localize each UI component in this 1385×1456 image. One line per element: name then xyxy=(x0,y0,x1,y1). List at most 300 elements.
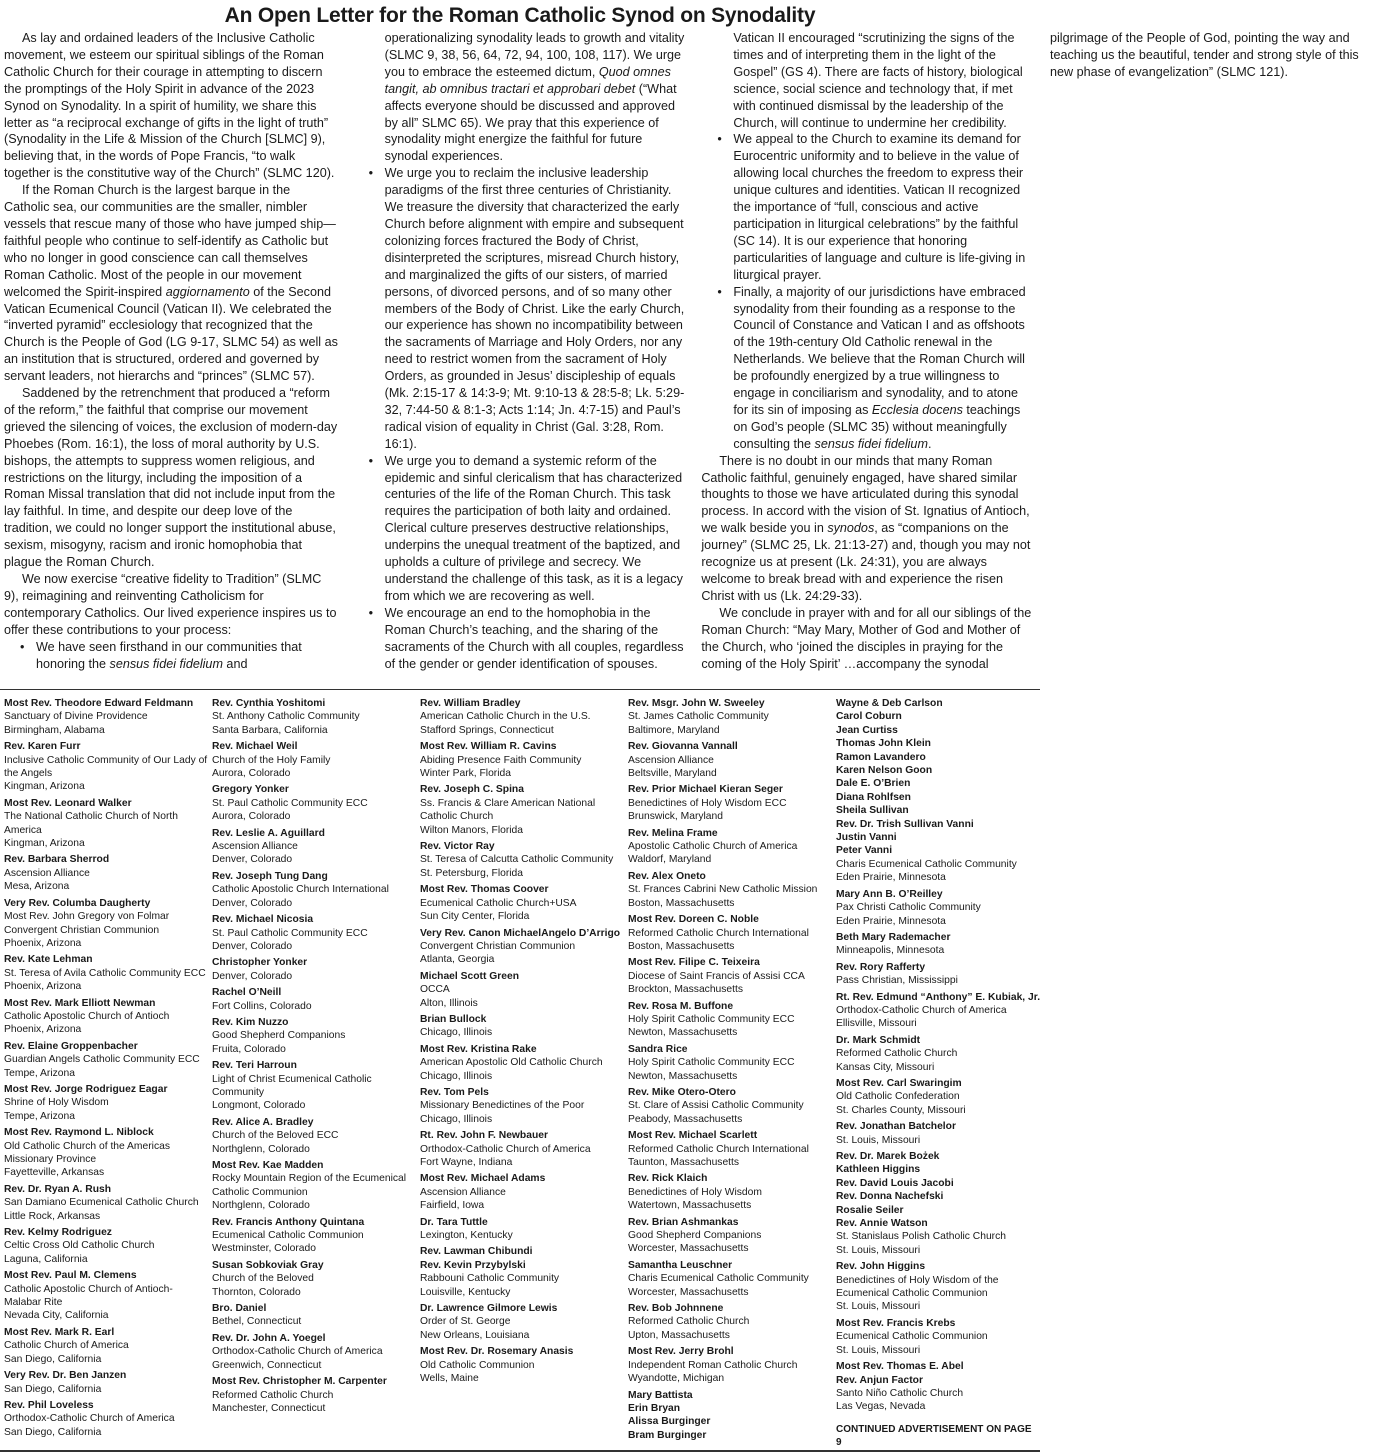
letter-paragraph: As lay and ordained leaders of the Inclusive Catholic movement, we esteem our spiritual siblings of the Roman Catholic Church for their courage in attempting to discern the promptings of the Holy Spirit in advance of the 2023 Synod on Synodality. In a spirit of humility, we share this letter as “a reciprocal exchange of gifts in the light of truth” (Synodality in the Life & Mission of the Church [SLMC] 9), believing that, in the words of Pope Francis, “to walk together is the constitutive way of the Church” (SLMC 120). xyxy=(4,31,335,181)
signatory-name: Most Rev. Jerry Brohl xyxy=(628,1346,734,1358)
signatory-detail: Atlanta, Georgia xyxy=(420,954,495,966)
signatory-name: Rachel O’Neill xyxy=(212,987,282,999)
signatory xyxy=(420,740,625,780)
signatory xyxy=(4,1369,209,1396)
signatory xyxy=(628,1389,833,1402)
signatory-name: Rev. Mike Otero-Otero xyxy=(628,1086,736,1098)
list-item: • We urge you to reclaim the inclusive leadership paradigms of the first three centuries of Christianity. We treasure the diversity that characterized the early Church before alignment with empire and subsequent colonizing forces fractured the Body of Christ, disinterpreted the scriptures, misread Church history, and marginalized the gifts of our sisters, of married persons, of divorced persons, and of so many other members of the Body of Christ. Like the early Church, our experience has shown no incompatibility between the sacraments of Marriage and Holy Orders, nor any need to restrict women from the sacrament of Holy Orders, as grounded in Jesus’ discipleship of equals (Mk. 2:15-17 & 14:3-9; Mt. 9:10-13 & 28:5-8; Lk. 5:29-32, 7:44-50 & 8:1-3; Acts 1:14; Jn. 4:7-15) and Paul’s radical vision of equality in Christ (Gal. 3:28, Rom. 16:1). xyxy=(385,165,688,452)
signatory xyxy=(4,1040,209,1080)
signatory-detail: Apostolic Catholic Church of America xyxy=(628,841,798,853)
signatory-name: Rev. Annie Watson xyxy=(836,1218,928,1230)
signatory xyxy=(212,1116,417,1156)
signatory xyxy=(212,740,417,780)
signatory-detail: Good Shepherd Companions xyxy=(212,1030,346,1042)
signatory-detail: Inclusive Catholic Community of Our Lady of the Angels xyxy=(4,754,208,780)
signatory-detail: Greenwich, Connecticut xyxy=(212,1359,322,1371)
signatory xyxy=(4,1126,209,1180)
signatory-name: Rev. Alice A. Bradley xyxy=(212,1116,314,1128)
signatory-detail: Northglenn, Colorado xyxy=(212,1200,310,1212)
signatory-name: Michael Scott Green xyxy=(420,970,519,982)
signatory xyxy=(628,1345,833,1385)
signatory-name: Rev. Michael Weil xyxy=(212,741,298,753)
signatory-name: Most Rev. Thomas E. Abel xyxy=(836,1361,964,1373)
signatory xyxy=(836,1120,1041,1147)
signatory-name: Christopher Yonker xyxy=(212,957,308,969)
signatory-detail: Aurora, Colorado xyxy=(212,811,291,823)
signatory-detail: OCCA xyxy=(420,984,450,996)
signatory-detail: Boston, Massachusetts xyxy=(628,940,735,952)
signatory-detail: Chicago, Illinois xyxy=(420,1027,493,1039)
signatory xyxy=(4,740,209,794)
signatory-detail: Lexington, Kentucky xyxy=(420,1230,513,1242)
signatory xyxy=(628,1086,833,1126)
signatory-name: Rt. Rev. Edmund “Anthony” E. Kubiak, Jr. xyxy=(836,991,1041,1003)
signatory-detail: Chicago, Illinois xyxy=(420,1113,493,1125)
signatory-name: Rev. Bob Johnnene xyxy=(628,1303,724,1315)
signatory-detail: Holy Spirit Catholic Community ECC xyxy=(628,1057,795,1069)
signatory-detail: St. Louis, Missouri xyxy=(836,1344,921,1356)
signatory-detail: Celtic Cross Old Catholic Church xyxy=(4,1240,155,1252)
signatory-name: Diana Rohlfsen xyxy=(836,791,911,803)
signatory xyxy=(628,740,833,780)
signatory xyxy=(4,897,209,951)
signatory-detail: St. Petersburg, Florida xyxy=(420,867,524,879)
signatory-name: Rev. David Louis Jacobi xyxy=(836,1177,954,1189)
signatory xyxy=(836,764,1041,777)
signatory xyxy=(836,791,1041,804)
signatory-detail: Peabody, Massachusetts xyxy=(628,1113,743,1125)
signatory-detail: Fairfield, Iowa xyxy=(420,1200,485,1212)
signatory-detail: Beltsville, Maryland xyxy=(628,768,717,780)
signatory-detail: Santa Barbara, California xyxy=(212,724,328,736)
signatory xyxy=(420,1043,625,1083)
signatory-detail: Missionary Province xyxy=(4,1154,97,1165)
signatory xyxy=(4,1326,209,1366)
signatory-name: Rev. Joseph Tung Dang xyxy=(212,870,328,882)
signatory-detail: American Catholic Church in the U.S. xyxy=(420,711,591,723)
signatory-detail: Chicago, Illinois xyxy=(420,1070,493,1082)
signatory-detail: St. Clare of Assisi Catholic Community xyxy=(628,1100,804,1112)
signatory-name: Jean Curtiss xyxy=(836,724,898,736)
signatory xyxy=(628,1216,833,1256)
signatory-detail: Phoenix, Arizona xyxy=(4,937,82,949)
signatory-detail: Rabbouni Catholic Community xyxy=(420,1273,560,1285)
signatory-detail: Independent Roman Catholic Church xyxy=(628,1359,798,1371)
signatory xyxy=(420,927,625,967)
signatory-detail: Charis Ecumenical Catholic Community xyxy=(836,858,1017,870)
signatory-detail: Phoenix, Arizona xyxy=(4,981,82,993)
signatory-detail: Catholic Apostolic Church International xyxy=(212,884,389,896)
signatory-name: Most Rev. Michael Adams xyxy=(420,1173,546,1185)
signatory xyxy=(212,1332,417,1372)
signatory-name: Rev. Rory Rafferty xyxy=(836,961,926,973)
signatory-detail: Westminster, Colorado xyxy=(212,1243,316,1255)
signatory xyxy=(628,697,833,737)
signatory-name: Rev. Dr. Ryan A. Rush xyxy=(4,1183,112,1195)
signatory-detail: Reformed Catholic Church xyxy=(836,1048,958,1060)
signatory-detail: American Apostolic Old Catholic Church xyxy=(420,1057,603,1069)
signatory xyxy=(212,1375,417,1415)
signatory-name: Rev. Barbara Sherrod xyxy=(4,854,110,866)
signatory-detail: San Damiano Ecumenical Catholic Church xyxy=(4,1197,199,1209)
signatory-detail: Nevada City, California xyxy=(4,1310,109,1322)
signatory xyxy=(628,1415,833,1428)
signatory-detail: Benedictines of Holy Wisdom of the Ecumenical Catholic Communion xyxy=(836,1274,999,1300)
letter-paragraph: We conclude in prayer with and for all our siblings of the Roman Church: “May Mary, Mother of God and Mother of the Church, who ‘joined the disciples in praying for the coming of the Holy Spirit’ …accompany the synodal pilgrimage of the People of God, pointing the way and teaching us the beautiful, tender and strong style of this new phase of evangelization” (SLMC 121). xyxy=(701,31,1359,671)
signatory-name: Most Rev. Carl Swaringim xyxy=(836,1077,962,1089)
signatory-detail: St. Charles County, Missouri xyxy=(836,1104,966,1116)
signatory-detail: Reformed Catholic Church International xyxy=(628,1143,809,1155)
signatory-detail: Orthodox-Catholic Church of America xyxy=(4,1413,175,1425)
signatory-column xyxy=(212,697,417,1418)
signatory-name: Dr. Mark Schmidt xyxy=(836,1034,921,1046)
signatory-name: Samantha Leuschner xyxy=(628,1259,733,1271)
signatory-detail: Eden Prairie, Minnesota xyxy=(836,872,946,884)
signatory-name: Very Rev. Canon MichaelAngelo D’Arrigo xyxy=(420,927,621,939)
signatory xyxy=(212,1159,417,1213)
signatory-detail: Eden Prairie, Minnesota xyxy=(836,915,946,927)
signatory-detail: Mesa, Arizona xyxy=(4,881,70,893)
signatory-name: Rev. Teri Harroun xyxy=(212,1060,297,1072)
signatory-name: Rev. Joseph C. Spina xyxy=(420,784,524,796)
signatory-detail: Worcester, Massachusetts xyxy=(628,1286,749,1298)
signatory-name: Most Rev. Christopher M. Carpenter xyxy=(212,1376,387,1388)
signatory-name: Mary Battista xyxy=(628,1389,693,1401)
signatory-name: Rev. Kelmy Rodriguez xyxy=(4,1227,112,1239)
signatory xyxy=(628,1043,833,1083)
signatory-detail: Newton, Massachusetts xyxy=(628,1027,738,1039)
signatory xyxy=(836,724,1041,737)
signatory-detail: Denver, Colorado xyxy=(212,970,293,982)
signatory-name: Most Rev. Kae Madden xyxy=(212,1160,324,1171)
signatory-detail: Minneapolis, Minnesota xyxy=(836,945,945,957)
signatory-column xyxy=(628,697,833,1442)
signatory xyxy=(628,956,833,996)
signatory-detail: St. Anthony Catholic Community xyxy=(212,711,360,723)
signatory xyxy=(212,1016,417,1056)
signatory-detail: Ecumenical Catholic Church+USA xyxy=(420,897,577,909)
signatory-name: Rev. Tom Pels xyxy=(420,1086,489,1098)
signatory xyxy=(836,888,1041,928)
signatory xyxy=(628,827,833,867)
signatory-name: Rev. Francis Anthony Quintana xyxy=(212,1216,365,1228)
signatory-detail: St. James Catholic Community xyxy=(628,711,769,723)
signatory-detail: Order of St. George xyxy=(420,1316,511,1328)
signatory xyxy=(836,1317,1041,1357)
signatory-detail: Ascension Alliance xyxy=(420,1186,506,1198)
signatory-name: Rev. Elaine Groppenbacher xyxy=(4,1040,138,1052)
signatory-name: Peter Vanni xyxy=(836,845,893,857)
signatory xyxy=(420,1259,625,1299)
signatory-name: Most Rev. Dr. Rosemary Anasis xyxy=(420,1346,574,1358)
signatory-detail: Catholic Apostolic Church of Antioch-Malabar Rite xyxy=(4,1283,173,1309)
signatory-detail: Pax Christi Catholic Community xyxy=(836,902,981,914)
signatory-name: Rev. Michael Nicosia xyxy=(212,914,314,926)
signatory xyxy=(836,831,1041,844)
signatory-detail: Denver, Colorado xyxy=(212,897,293,909)
signatory-name: Most Rev. Leonard Walker xyxy=(4,797,132,809)
signatory-detail: Brockton, Massachusetts xyxy=(628,984,744,996)
signatory-name: Most Rev. Doreen C. Noble xyxy=(628,914,759,926)
signatory-detail: Catholic Apostolic Church of Antioch xyxy=(4,1010,170,1022)
signatory xyxy=(836,1190,1041,1203)
signatory-name: Dr. Lawrence Gilmore Lewis xyxy=(420,1303,558,1315)
letter-paragraph: There is no doubt in our minds that many Roman Catholic faithful, genuinely engaged, have shared similar thoughts to those we have articulated during this synodal process. In accord with the vision of St. Ignatius of Antioch, we walk beside you in synodos, as “companions on the journey” (SLMC 25, Lk. 21:13-27) and, though you may not recognize us at present (Lk. 24:31), you are always welcome to break bread with and experience the risen Christ with us (Lk. 24:29-33). xyxy=(701,453,1031,603)
signatory-detail: Boston, Massachusetts xyxy=(628,897,735,909)
signatory xyxy=(628,1402,833,1415)
signatory xyxy=(836,1034,1041,1074)
signatory-name: Rt. Rev. John F. Newbauer xyxy=(420,1130,548,1142)
signatory-name: Dr. Tara Tuttle xyxy=(420,1216,488,1228)
signatory xyxy=(212,913,417,953)
signatory xyxy=(628,1429,833,1442)
signatory xyxy=(836,1077,1041,1117)
signatory xyxy=(836,1217,1041,1257)
signatory-detail: Charis Ecumenical Catholic Community xyxy=(628,1273,809,1285)
signatory-name: Most Rev. Paul M. Clemens xyxy=(4,1270,137,1282)
signatory-name: Erin Bryan xyxy=(628,1402,681,1414)
signatory-detail: San Diego, California xyxy=(4,1426,102,1438)
signatory-name: Rev. Lawman Chibundi xyxy=(420,1246,533,1258)
signatory-name: Sandra Rice xyxy=(628,1043,688,1055)
signatory xyxy=(212,827,417,867)
signatory-column xyxy=(420,697,625,1389)
signatory xyxy=(420,1216,625,1243)
signatory xyxy=(212,986,417,1013)
signatory-name: Rev. Leslie A. Aguillard xyxy=(212,827,325,839)
signatory-name: Rev. Cynthia Yoshitomi xyxy=(212,698,326,709)
signatory-detail: Abiding Presence Faith Community xyxy=(420,754,582,766)
signatory-detail: Kansas City, Missouri xyxy=(836,1061,935,1073)
signatory-name: Very Rev. Dr. Ben Janzen xyxy=(4,1370,127,1382)
signatory xyxy=(836,818,1041,831)
signatory xyxy=(836,931,1041,958)
signatory-name: Rev. Giovanna Vannall xyxy=(628,741,738,753)
signatory xyxy=(836,751,1041,764)
signatory-detail: Ecumenical Catholic Communion xyxy=(212,1230,364,1242)
signatory xyxy=(836,1360,1041,1373)
signatory-name: Most Rev. Michael Scarlett xyxy=(628,1130,758,1142)
signatory-name: Rev. Rosa M. Buffone xyxy=(628,1000,734,1012)
signatory-detail: Louisville, Kentucky xyxy=(420,1286,511,1298)
signatory-detail: Ellisville, Missouri xyxy=(836,1018,917,1030)
letter-paragraph: We now exercise “creative fidelity to Tradition” (SLMC 9), reimagining and reinventing Catholicism for contemporary Catholics. Our lived experience inspires us to offer these contributions to your process: xyxy=(4,572,337,637)
signatory-name: Rev. Rick Klaich xyxy=(628,1173,708,1185)
signatory xyxy=(4,1269,209,1323)
signatory-detail: Sun City Center, Florida xyxy=(420,911,530,923)
signatory xyxy=(628,1129,833,1169)
signatory xyxy=(420,1172,625,1212)
signatory-detail: Thornton, Colorado xyxy=(212,1286,301,1298)
signatory-name: Rev. Victor Ray xyxy=(420,841,495,853)
signatory-detail: Reformed Catholic Church International xyxy=(628,927,809,939)
signatory-name: Dale E. O’Brien xyxy=(836,778,911,790)
signatory-detail: Taunton, Massachusetts xyxy=(628,1157,740,1168)
signatory-detail: Baltimore, Maryland xyxy=(628,724,720,736)
signatory-detail: Church of the Beloved ECC xyxy=(212,1130,339,1142)
signatory-name: Rev. John Higgins xyxy=(836,1261,926,1273)
signatory-detail: Ascension Alliance xyxy=(628,754,714,766)
signatory-detail: Denver, Colorado xyxy=(212,940,293,952)
signatory-detail: Kingman, Arizona xyxy=(4,838,85,850)
signatory-detail: Denver, Colorado xyxy=(212,854,293,866)
signatory xyxy=(212,956,417,983)
signatory-name: Most Rev. Thomas Coover xyxy=(420,884,549,896)
signatory-name: Rev. William Bradley xyxy=(420,698,521,709)
signatory xyxy=(836,804,1041,817)
signatory-detail: Most Rev. John Gregory von Folmar xyxy=(4,911,170,923)
signatory-detail: Convergent Christian Communion xyxy=(420,940,576,952)
signatory-detail: St. Louis, Missouri xyxy=(836,1134,921,1146)
signatory-name: Kathleen Higgins xyxy=(836,1164,921,1176)
signatory-name: Brian Bullock xyxy=(420,1013,487,1025)
signatory xyxy=(836,1177,1041,1190)
signatory-detail: Wells, Maine xyxy=(420,1373,479,1385)
signatory-detail: Ss. Francis & Clare American National Catholic Church xyxy=(420,797,596,823)
signatory-detail: Shrine of Holy Wisdom xyxy=(4,1097,109,1109)
signatory xyxy=(4,953,209,993)
signatory-name: Rev. Brian Ashmankas xyxy=(628,1216,739,1228)
signatory xyxy=(4,1083,209,1123)
signatory-detail: San Diego, California xyxy=(4,1383,102,1395)
signatory-detail: St. Louis, Missouri xyxy=(836,1244,921,1256)
signatory-detail: Missionary Benedictines of the Poor xyxy=(420,1100,585,1112)
signatory-detail: Longmont, Colorado xyxy=(212,1100,306,1112)
signatory xyxy=(628,913,833,953)
signatory-detail: Alton, Illinois xyxy=(420,997,478,1009)
letter-paragraph: Saddened by the retrenchment that produced a “reform of the reform,” the faithful that comprise our movement grieved the silencing of voices, the exclusion of modern-day Phoebes (Rom. 16:1), the loss of moral authority by U.S. bishops, the attempts to suppress women religious, and restrictions on the liturgy, including the imposition of a Roman Missal translation that did not include input from the lay faithful. In time, and despite our deep love of the tradition, we could no longer support the institutional abuse, sexism, misogyny, racism and ironic homophobia that plague the Roman Church. xyxy=(4,386,338,570)
signatory xyxy=(4,797,209,851)
signatory xyxy=(836,697,1041,710)
signatory-name: Rev. Phil Loveless xyxy=(4,1399,94,1411)
signatory-name: Rev. Kevin Przybylski xyxy=(420,1259,526,1271)
signatory xyxy=(4,1226,209,1266)
signatory-name: Beth Mary Rademacher xyxy=(836,931,951,943)
signatory xyxy=(212,1059,417,1113)
signatory xyxy=(836,1374,1041,1414)
signatory-detail: Wilton Manors, Florida xyxy=(420,824,523,836)
list-item: • We encourage an end to the homophobia in the Roman Church’s teaching, and the sharing of the sacraments of the Church with all couples, regardless of the gender or gender identification of spouses. Vatican II encouraged “scrutinizing the signs of the times and of interpreting them in the light of the Gospel” (GS 4). There are facts of history, biological science, social science and technology that, if met with continued dismissal by the leadership of the Church, will continue to undermine her credibility. xyxy=(385,30,1036,686)
signatory-name: Most Rev. Mark R. Earl xyxy=(4,1326,115,1338)
signatory-name: Rev. Jonathan Batchelor xyxy=(836,1121,956,1133)
signatory xyxy=(628,1000,833,1040)
signatory-name: Alissa Burginger xyxy=(628,1416,711,1428)
signatory-detail: Brunswick, Maryland xyxy=(628,811,723,823)
signatory xyxy=(836,777,1041,790)
signatory-detail: Santo Niño Catholic Church xyxy=(836,1387,964,1399)
signatory-detail: Ecumenical Catholic Communion xyxy=(836,1331,988,1343)
signatory xyxy=(420,1345,625,1385)
signatory xyxy=(212,783,417,823)
signatory-detail: Old Catholic Communion xyxy=(420,1359,535,1371)
list-item: • We appeal to the Church to examine its demand for Eurocentric uniformity and to believe in the value of allowing local churches the freedom to express their unique cultures and identities. Vatican II recognized the importance of “full, conscious and active participation in liturgical celebrations” by the faithful (SC 14). It is our experience that honoring particularities of language and culture is life-giving in liturgical prayer. xyxy=(733,131,1036,283)
signatory xyxy=(4,697,209,737)
signatory xyxy=(420,1129,625,1169)
signatory-detail: Birmingham, Alabama xyxy=(4,724,105,736)
signatory xyxy=(628,1259,833,1299)
signatory xyxy=(628,1302,833,1342)
signatory xyxy=(420,1245,625,1258)
signatory-detail: Benedictines of Holy Wisdom xyxy=(628,1186,762,1198)
signatory-detail: Fort Collins, Colorado xyxy=(212,1000,312,1012)
signatory-name: Rev. Kate Lehman xyxy=(4,954,93,966)
signatory-detail: New Orleans, Louisiana xyxy=(420,1329,530,1341)
signatory-name: Rev. Msgr. John W. Sweeley xyxy=(628,698,765,709)
page-title: An Open Letter for the Roman Catholic Synod on Synodality xyxy=(224,4,816,27)
signatory-name: Rev. Melina Frame xyxy=(628,827,718,839)
signatory-name: Gregory Yonker xyxy=(212,784,289,796)
signatory-name: Wayne & Deb Carlson xyxy=(836,698,943,709)
signatory-name: Justin Vanni xyxy=(836,832,897,844)
signatory-detail: Kingman, Arizona xyxy=(4,781,85,793)
signatory-detail: St. Paul Catholic Community ECC xyxy=(212,797,368,809)
signatory-detail: Northglenn, Colorado xyxy=(212,1143,310,1155)
signatory-name: Rev. Karen Furr xyxy=(4,741,81,753)
signatory-detail: St. Teresa of Avila Catholic Community ECC xyxy=(4,967,206,979)
signatory-detail: Convergent Christian Communion xyxy=(4,924,160,936)
signatory-name: Rev. Alex Oneto xyxy=(628,870,706,882)
signatory-name: Most Rev. William R. Cavins xyxy=(420,741,557,753)
signatory-column xyxy=(4,697,209,1442)
signatory-detail: St. Paul Catholic Community ECC xyxy=(212,927,368,939)
signatory-detail: Tempe, Arizona xyxy=(4,1110,75,1122)
letter-paragraph: If the Roman Church is the largest barque in the Catholic sea, our communities are the smaller, nimbler vessels that rescue many of those who have jumped ship—faithful people who continue to self-identify as Catholic but who no longer in good conscience can call themselves Roman Catholic. Most of the people in our movement welcomed the Spirit-inspired aggiornamento of the Second Vatican Ecumenical Council (Vatican II). We celebrated the “inverted pyramid” ecclesiology that recognized that the Church is the People of God (LG 9-17, SLMC 54) as well as an institution that is structured, ordered and governed by servant leaders, not hierarchs and “princes” (SLMC 57). xyxy=(4,183,338,384)
signatory xyxy=(420,697,625,737)
signatory-detail: Catholic Church of America xyxy=(4,1340,129,1352)
signatory xyxy=(4,853,209,893)
signatory-name: Rev. Dr. Marek Bożek xyxy=(836,1151,940,1162)
signatory-detail: Upton, Massachusetts xyxy=(628,1329,730,1341)
signatory-detail: St. Stanislaus Polish Catholic Church xyxy=(836,1231,1006,1243)
signatory-name: Karen Nelson Goon xyxy=(836,765,933,777)
signatory-detail: Sanctuary of Divine Providence xyxy=(4,711,148,723)
signatory xyxy=(420,1302,625,1342)
signatory-detail: Reformed Catholic Church xyxy=(628,1316,750,1328)
signatory xyxy=(836,1163,1041,1176)
signatory-detail: Orthodox-Catholic Church of America xyxy=(836,1004,1007,1016)
divider xyxy=(0,689,1040,690)
signatory-detail: Fruita, Colorado xyxy=(212,1043,286,1055)
signatory-detail: Newton, Massachusetts xyxy=(628,1070,738,1082)
signatory xyxy=(420,1013,625,1040)
signatory-name: Most Rev. Raymond L. Niblock xyxy=(4,1127,154,1139)
signatory xyxy=(4,997,209,1037)
signatory-detail: Ascension Alliance xyxy=(4,867,90,879)
signatory-detail: Waldorf, Maryland xyxy=(628,854,712,866)
signatory xyxy=(836,991,1041,1031)
signatory xyxy=(628,1172,833,1212)
signatory xyxy=(836,710,1041,723)
signatory-detail: Holy Spirit Catholic Community ECC xyxy=(628,1013,795,1025)
signatory-name: Most Rev. Jorge Rodriguez Eagar xyxy=(4,1083,168,1095)
signatory-column xyxy=(836,697,1041,1421)
signatory xyxy=(420,970,625,1010)
signatory-detail: San Diego, California xyxy=(4,1353,102,1365)
signatory-name: Most Rev. Theodore Edward Feldmann xyxy=(4,698,194,709)
signatory-name: Thomas John Klein xyxy=(836,738,931,750)
signatory-detail: Stafford Springs, Connecticut xyxy=(420,724,554,736)
signatory-name: Rev. Donna Nachefski xyxy=(836,1191,944,1203)
list-item: • Finally, a majority of our jurisdictions have embraced synodality from their founding as a response to the Council of Constance and Vatican I and as offshoots of the 19th-century Old Catholic renewal in the Netherlands. We believe that the Roman Church will be profoundly energized by a true willingness to engage in conciliarism and synodality, and to atone for its sin of imposing as Ecclesia docens teachings on God’s people (SLMC 35) without meaningfully consulting the sensus fidei fidelium. xyxy=(733,284,1036,453)
signatory xyxy=(836,1204,1041,1217)
signatory-detail: Orthodox-Catholic Church of America xyxy=(420,1143,591,1155)
signatory-detail: Church of the Beloved xyxy=(212,1273,314,1285)
signatory-detail: Old Catholic Church of the Americas xyxy=(4,1140,170,1152)
signatory-name: Rev. Prior Michael Kieran Seger xyxy=(628,784,783,796)
signatory-name: Rev. Kim Nuzzo xyxy=(212,1016,289,1028)
signatory-detail: Aurora, Colorado xyxy=(212,768,291,780)
signatory-detail: Old Catholic Confederation xyxy=(836,1091,960,1103)
